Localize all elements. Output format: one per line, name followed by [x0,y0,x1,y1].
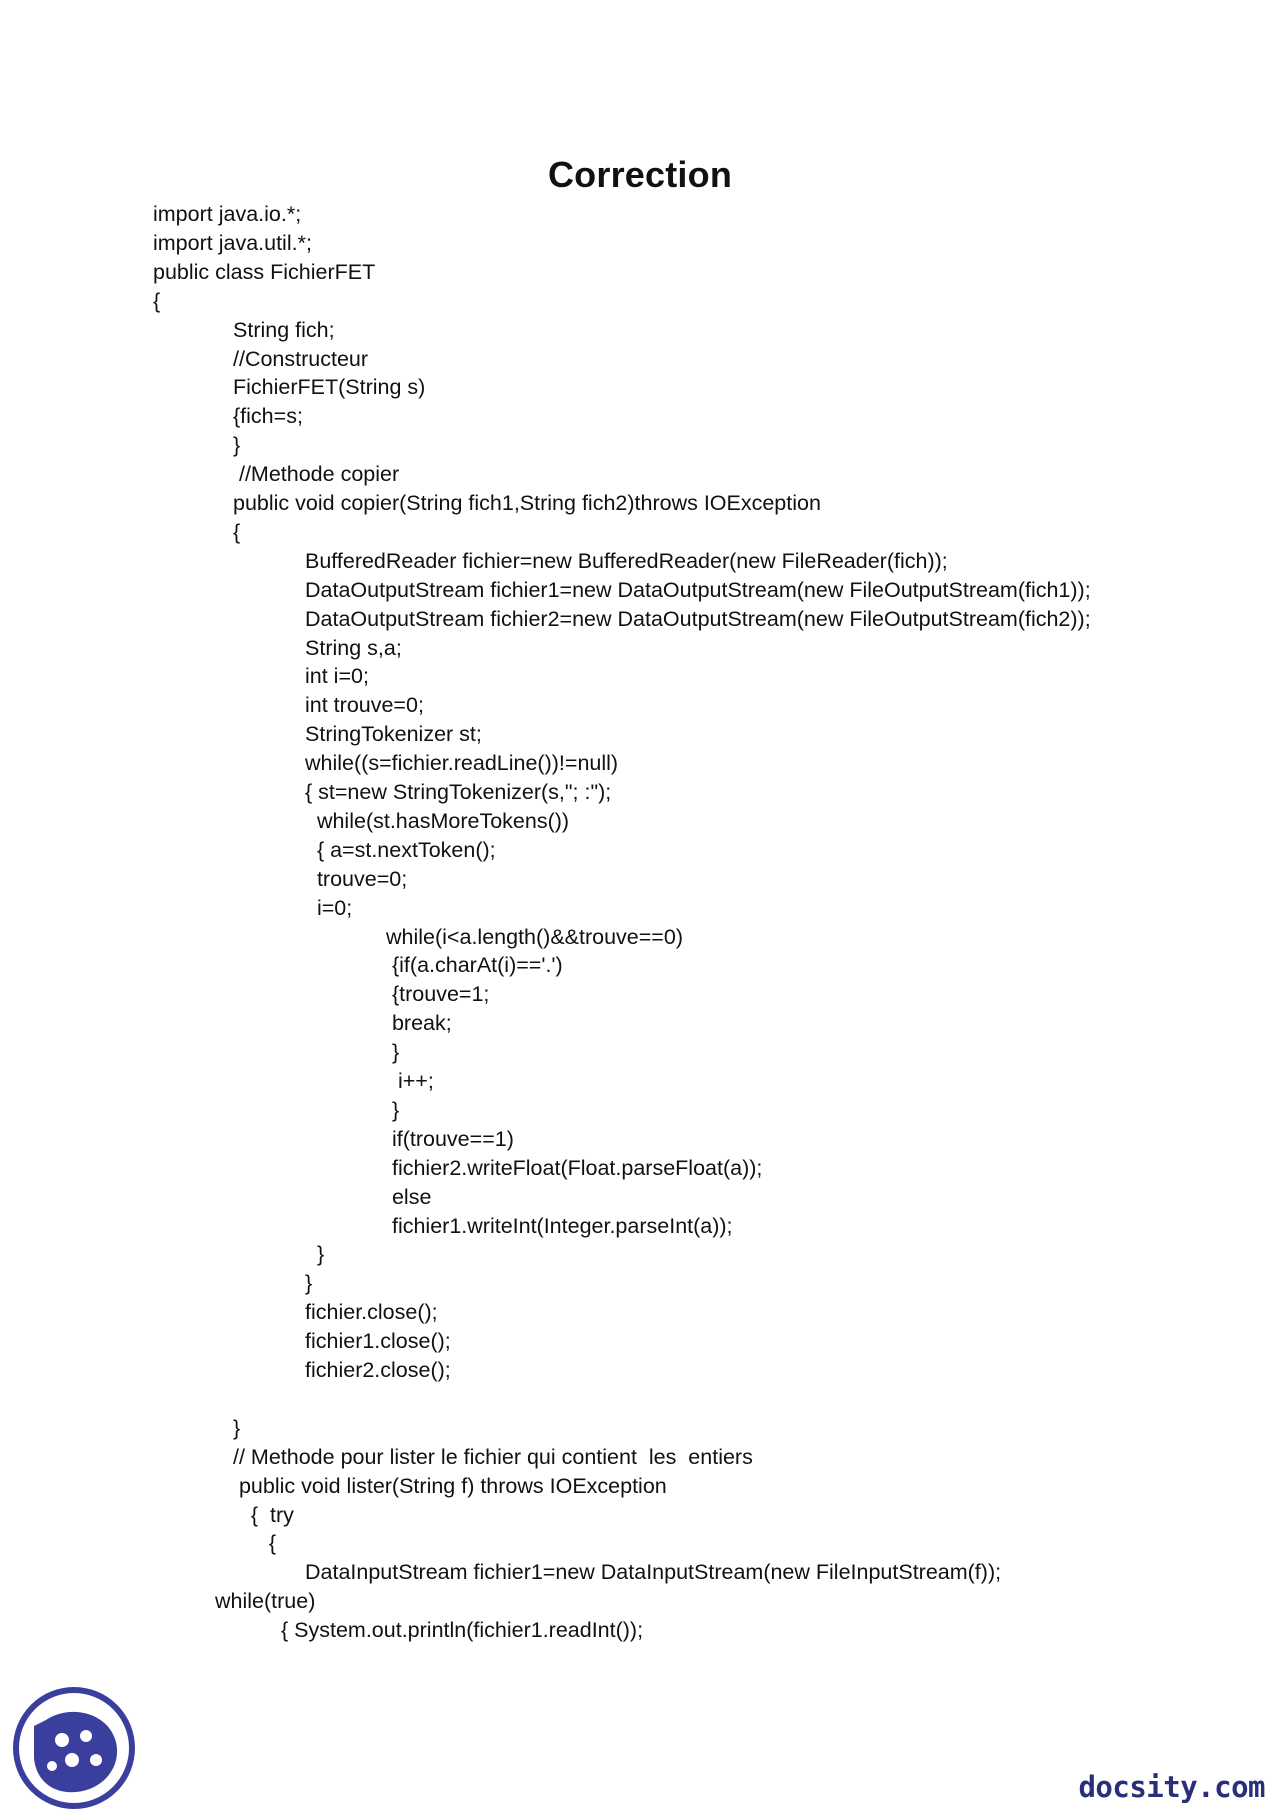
code-line: } [386,1097,400,1122]
code-line: { [233,519,241,544]
code-line: else [386,1184,432,1209]
code-line: } [305,1242,325,1267]
code-line: } [386,1040,400,1065]
code-line: } [305,1271,313,1296]
docsity-brand[interactable]: docsity.com [1078,1770,1265,1804]
code-line: // Methode pour lister le fichier qui contient les entiers [233,1444,753,1469]
code-line: {fich=s; [233,404,303,429]
code-line: fichier1.close(); [305,1329,451,1354]
code-line: i++; [386,1069,434,1093]
code-line: public class FichierFET [153,259,376,284]
code-line: { System.out.println(fichier1.readInt()); [281,1618,644,1643]
code-line: break; [386,1011,452,1036]
code-line: while((s=fichier.readLine())!=null) [305,751,619,776]
code-line: String s,a; [305,635,402,660]
docsity-logo-icon [12,1686,136,1810]
code-line: DataOutputStream fichier2=new DataOutputStream(new FileOutputStream(fich2)); [305,606,1091,631]
code-line: int trouve=0; [305,693,424,718]
code-line: //Constructeur [233,346,369,371]
code-line: trouve=0; [305,866,408,891]
code-line: BufferedReader fichier=new BufferedReader(new FileReader(fich)); [305,548,948,573]
code-line: {trouve=1; [386,982,490,1007]
code-line: } [233,433,241,458]
code-line: fichier2.close(); [305,1358,451,1382]
code-line: FichierFET(String s) [233,375,426,400]
code-line: fichier.close(); [305,1300,438,1325]
code-line: import java.io.*; [153,202,302,226]
code-line: fichier1.writeInt(Integer.parseInt(a)); [386,1213,733,1238]
code-line: fichier2.writeFloat(Float.parseFloat(a)); [386,1155,763,1180]
code-line: DataOutputStream fichier1=new DataOutputStream(new FileOutputStream(fich1)); [305,577,1091,602]
code-line: i=0; [305,895,353,920]
code-line: { try [233,1502,294,1527]
code-line: if(trouve==1) [386,1126,514,1151]
code-line: while(i<a.length()&&trouve==0) [386,924,683,949]
code-line: public void lister(String f) throws IOException [233,1473,667,1498]
code-line: String fich; [233,317,335,342]
code-line: { [153,288,161,313]
code-line: { [233,1531,277,1556]
code-line: import java.util.*; [153,230,312,255]
code-line: { st=new StringTokenizer(s,"; :"); [305,780,612,804]
code-line: //Methode copier [233,462,400,487]
code-line: {if(a.charAt(i)=='.') [386,953,563,978]
code-line: StringTokenizer st; [305,722,482,747]
code-line: public void copier(String fich1,String fich2)throws IOException [233,491,821,515]
code-line: while(true) [215,1589,316,1614]
code-line: int i=0; [305,664,369,689]
page-title: Correction [547,154,733,195]
code-line: while(st.hasMoreTokens()) [305,808,570,833]
code-line: { a=st.nextToken(); [305,837,496,862]
code-line: DataInputStream fichier1=new DataInputStream(new FileInputStream(f)); [305,1560,1002,1585]
code-line: } [233,1415,241,1440]
